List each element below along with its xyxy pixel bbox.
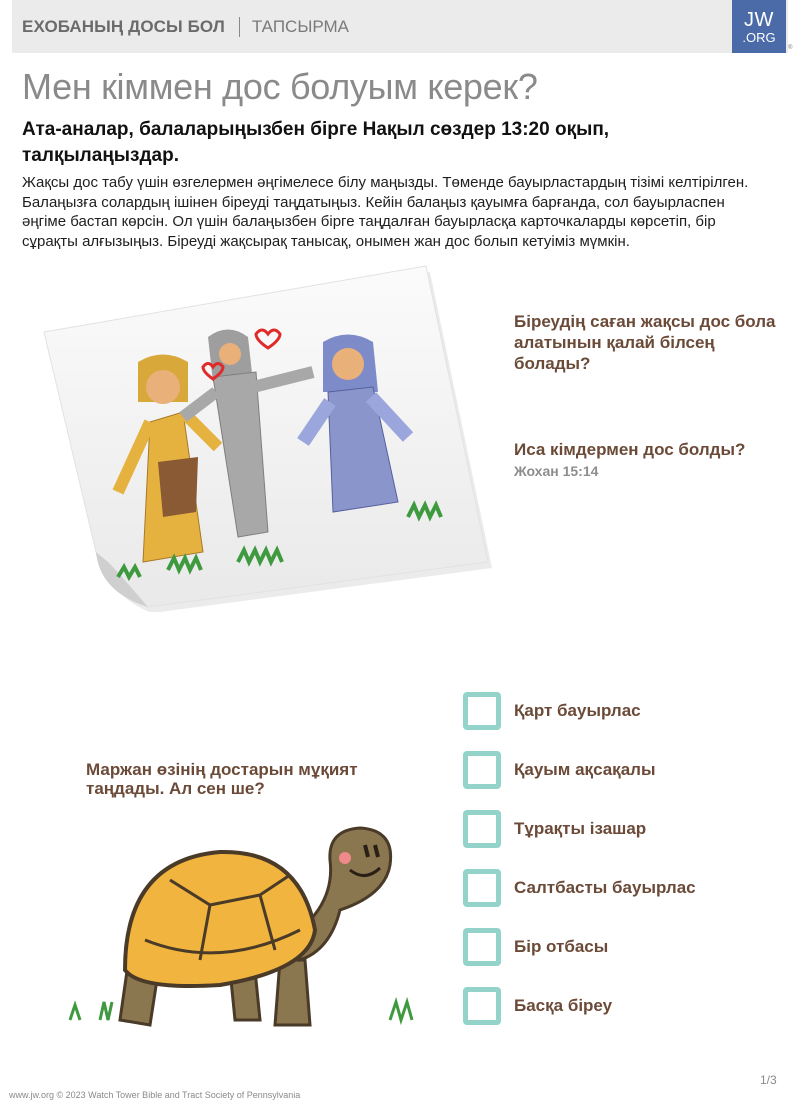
checkbox[interactable] xyxy=(463,987,501,1025)
friend-checklist xyxy=(463,681,783,1035)
intro-paragraph: Жақсы дос табу үшін өзгелермен әңгімелесе білу маңызды. Төменде бауырластардың тізімі келтірілген. Балаңызға солардың ішінен біреуді таңдатыңыз. Кейін балаңыз қауымға барғанда, сол бауырласпен әңгіме бастап көрсін. Ол үшін балаңызбен бірге таңдалған бауырласқа карточкаларды көрсетіп, бір сұрақты алғызыңыз. Біреуді жақсырақ танысақ, онымен жан дос болып кетуіміз мүмкін. xyxy=(22,174,749,250)
footer-copyright: www.jw.org © 2023 Watch Tower Bible and Tract Society of Pennsylvania xyxy=(9,1090,301,1100)
turtle-caption: Маржан өзінің достарын мұқият таңдады. Ал сен ше? xyxy=(86,760,358,798)
checkbox[interactable] xyxy=(463,928,501,966)
checklist-item[interactable] xyxy=(463,976,783,1035)
header-bar xyxy=(12,0,788,53)
logo-jw: JW xyxy=(744,8,774,31)
checklist-item[interactable] xyxy=(463,799,783,858)
scripture-reference-link[interactable]: Жохан 15:14 xyxy=(514,463,599,479)
series-title: ЕХОБАНЫҢ ДОСЫ БОЛ xyxy=(22,16,225,36)
checklist-label: Қауым ақсақалы xyxy=(514,759,656,779)
checkbox[interactable] xyxy=(463,692,501,730)
registered-mark: ® xyxy=(788,45,793,51)
checklist-label: Бір отбасы xyxy=(514,936,609,956)
header-divider xyxy=(239,17,240,37)
activity-type: ТАПСЫРМА xyxy=(251,16,350,36)
checklist-item[interactable] xyxy=(463,858,783,917)
jw-org-logo-icon[interactable] xyxy=(732,0,786,53)
parent-instruction: Ата-аналар, балаларыңызбен бірге Нақыл сөздер 13:20 оқып, талқылаңыздар. xyxy=(22,119,610,166)
checkbox[interactable] xyxy=(463,751,501,789)
logo-org: .ORG xyxy=(742,29,776,45)
question-jesus-friends: Иса кімдермен дос болды? xyxy=(514,440,746,459)
page-title: Мен кіммен дос болуым керек? xyxy=(22,66,538,107)
question-good-friend: Біреудің саған жақсы дос бола алатынын қалай білсең болады? xyxy=(514,312,776,373)
checklist-label: Тұрақты ізашар xyxy=(514,818,647,838)
checklist-item[interactable] xyxy=(463,917,783,976)
checklist-item[interactable] xyxy=(463,740,783,799)
children-drawing-friends-icon xyxy=(38,262,498,612)
checklist-label: Салтбасты бауырлас xyxy=(514,877,696,897)
checklist-label: Басқа біреу xyxy=(514,995,613,1015)
checkbox[interactable] xyxy=(463,810,501,848)
page-number: 1/3 xyxy=(760,1073,777,1087)
checklist-item[interactable] xyxy=(463,681,783,740)
turtle-icon xyxy=(60,820,440,1035)
checkbox[interactable] xyxy=(463,869,501,907)
checklist-label: Қарт бауырлас xyxy=(514,700,641,720)
